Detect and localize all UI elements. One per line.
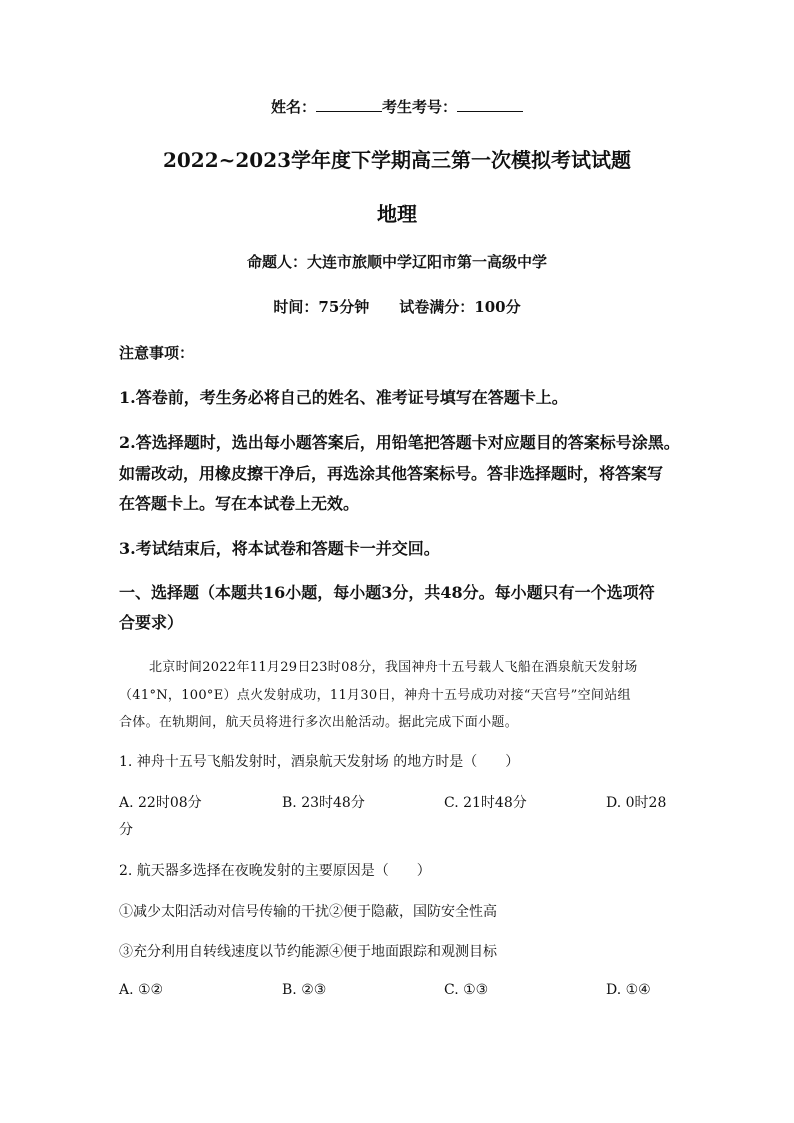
note-item-2-line-2: 如需改动，用橡皮擦干净后，再选涂其他答案标号。答非选择题时，将答案写 <box>119 464 664 483</box>
question-1-option-a: A. 22时08分 <box>119 795 202 811</box>
question-1-option-b: B. 23时48分 <box>282 795 365 811</box>
question-1-option-c: C. 21时48分 <box>444 795 527 811</box>
exam-no-label: 考生考号： <box>382 98 458 116</box>
question-2-option-b: B. ②③ <box>282 982 327 998</box>
question-2-option-c: C. ①③ <box>444 982 489 998</box>
question-2-stem: 2. 航天器多选择在夜晚发射的主要原因是（ ） <box>119 863 431 879</box>
note-item-2-line-1: 2.答选择题时，选出每小题答案后，用铅笔把答题卡对应题目的答案标号涂黑。 <box>119 433 680 452</box>
name-label: 姓名： <box>270 98 316 116</box>
question-2-statements-line-1: ①减少太阳活动对信号传输的干扰②便于隐蔽，国防安全性高 <box>119 904 497 920</box>
candidate-info-line <box>0 96 794 117</box>
subject-title: 地理 <box>377 202 417 226</box>
question-1-stem: 1. 神舟十五号飞船发射时，酒泉航天发射场 的地方时是（ ） <box>119 754 520 770</box>
name-blank <box>316 97 382 112</box>
passage-line-3: 合体。在轨期间，航天员将进行多次出舱活动。据此完成下面小题。 <box>119 715 519 730</box>
section-1-heading-line-1: 一、选择题（本题共16小题，每小题3分，共48分。每小题只有一个选项符 <box>119 583 655 602</box>
question-2-statements-line-2: ③充分利用自转线速度以节约能源④便于地面跟踪和观测目标 <box>119 944 497 960</box>
note-item-1: 1.答卷前，考生务必将自己的姓名、准考证号填写在答题卡上。 <box>119 388 568 407</box>
question-2-option-d: D. ①④ <box>606 982 651 998</box>
note-item-3: 3.考试结束后，将本试卷和答题卡一并交回。 <box>119 539 440 558</box>
authors-line: 命题人：大连市旅顺中学辽阳市第一高级中学 <box>246 253 547 271</box>
note-item-2-line-3: 在答题卡上。写在本试卷上无效。 <box>119 494 360 513</box>
exam-title: 2022~2023学年度下学期高三第一次模拟考试试题 <box>162 148 632 172</box>
passage-line-2: （41°N，100°E）点火发射成功，11月30日，神舟十五号成功对接“天宫号”空间站组 <box>119 688 631 703</box>
question-1-option-d-wrap: 分 <box>119 822 133 838</box>
question-2-option-a: A. ①② <box>119 982 164 998</box>
section-1-heading-line-2: 合要求） <box>119 613 184 632</box>
notes-heading: 注意事项： <box>119 344 195 362</box>
time-score-line: 时间：75分钟 试卷满分：100分 <box>273 298 521 316</box>
question-1-option-d: D. 0时28 <box>606 795 667 811</box>
passage-line-1: 北京时间2022年11月29日23时08分，我国神舟十五号载人飞船在酒泉航天发射场 <box>149 660 638 675</box>
exam-no-blank <box>457 97 523 112</box>
